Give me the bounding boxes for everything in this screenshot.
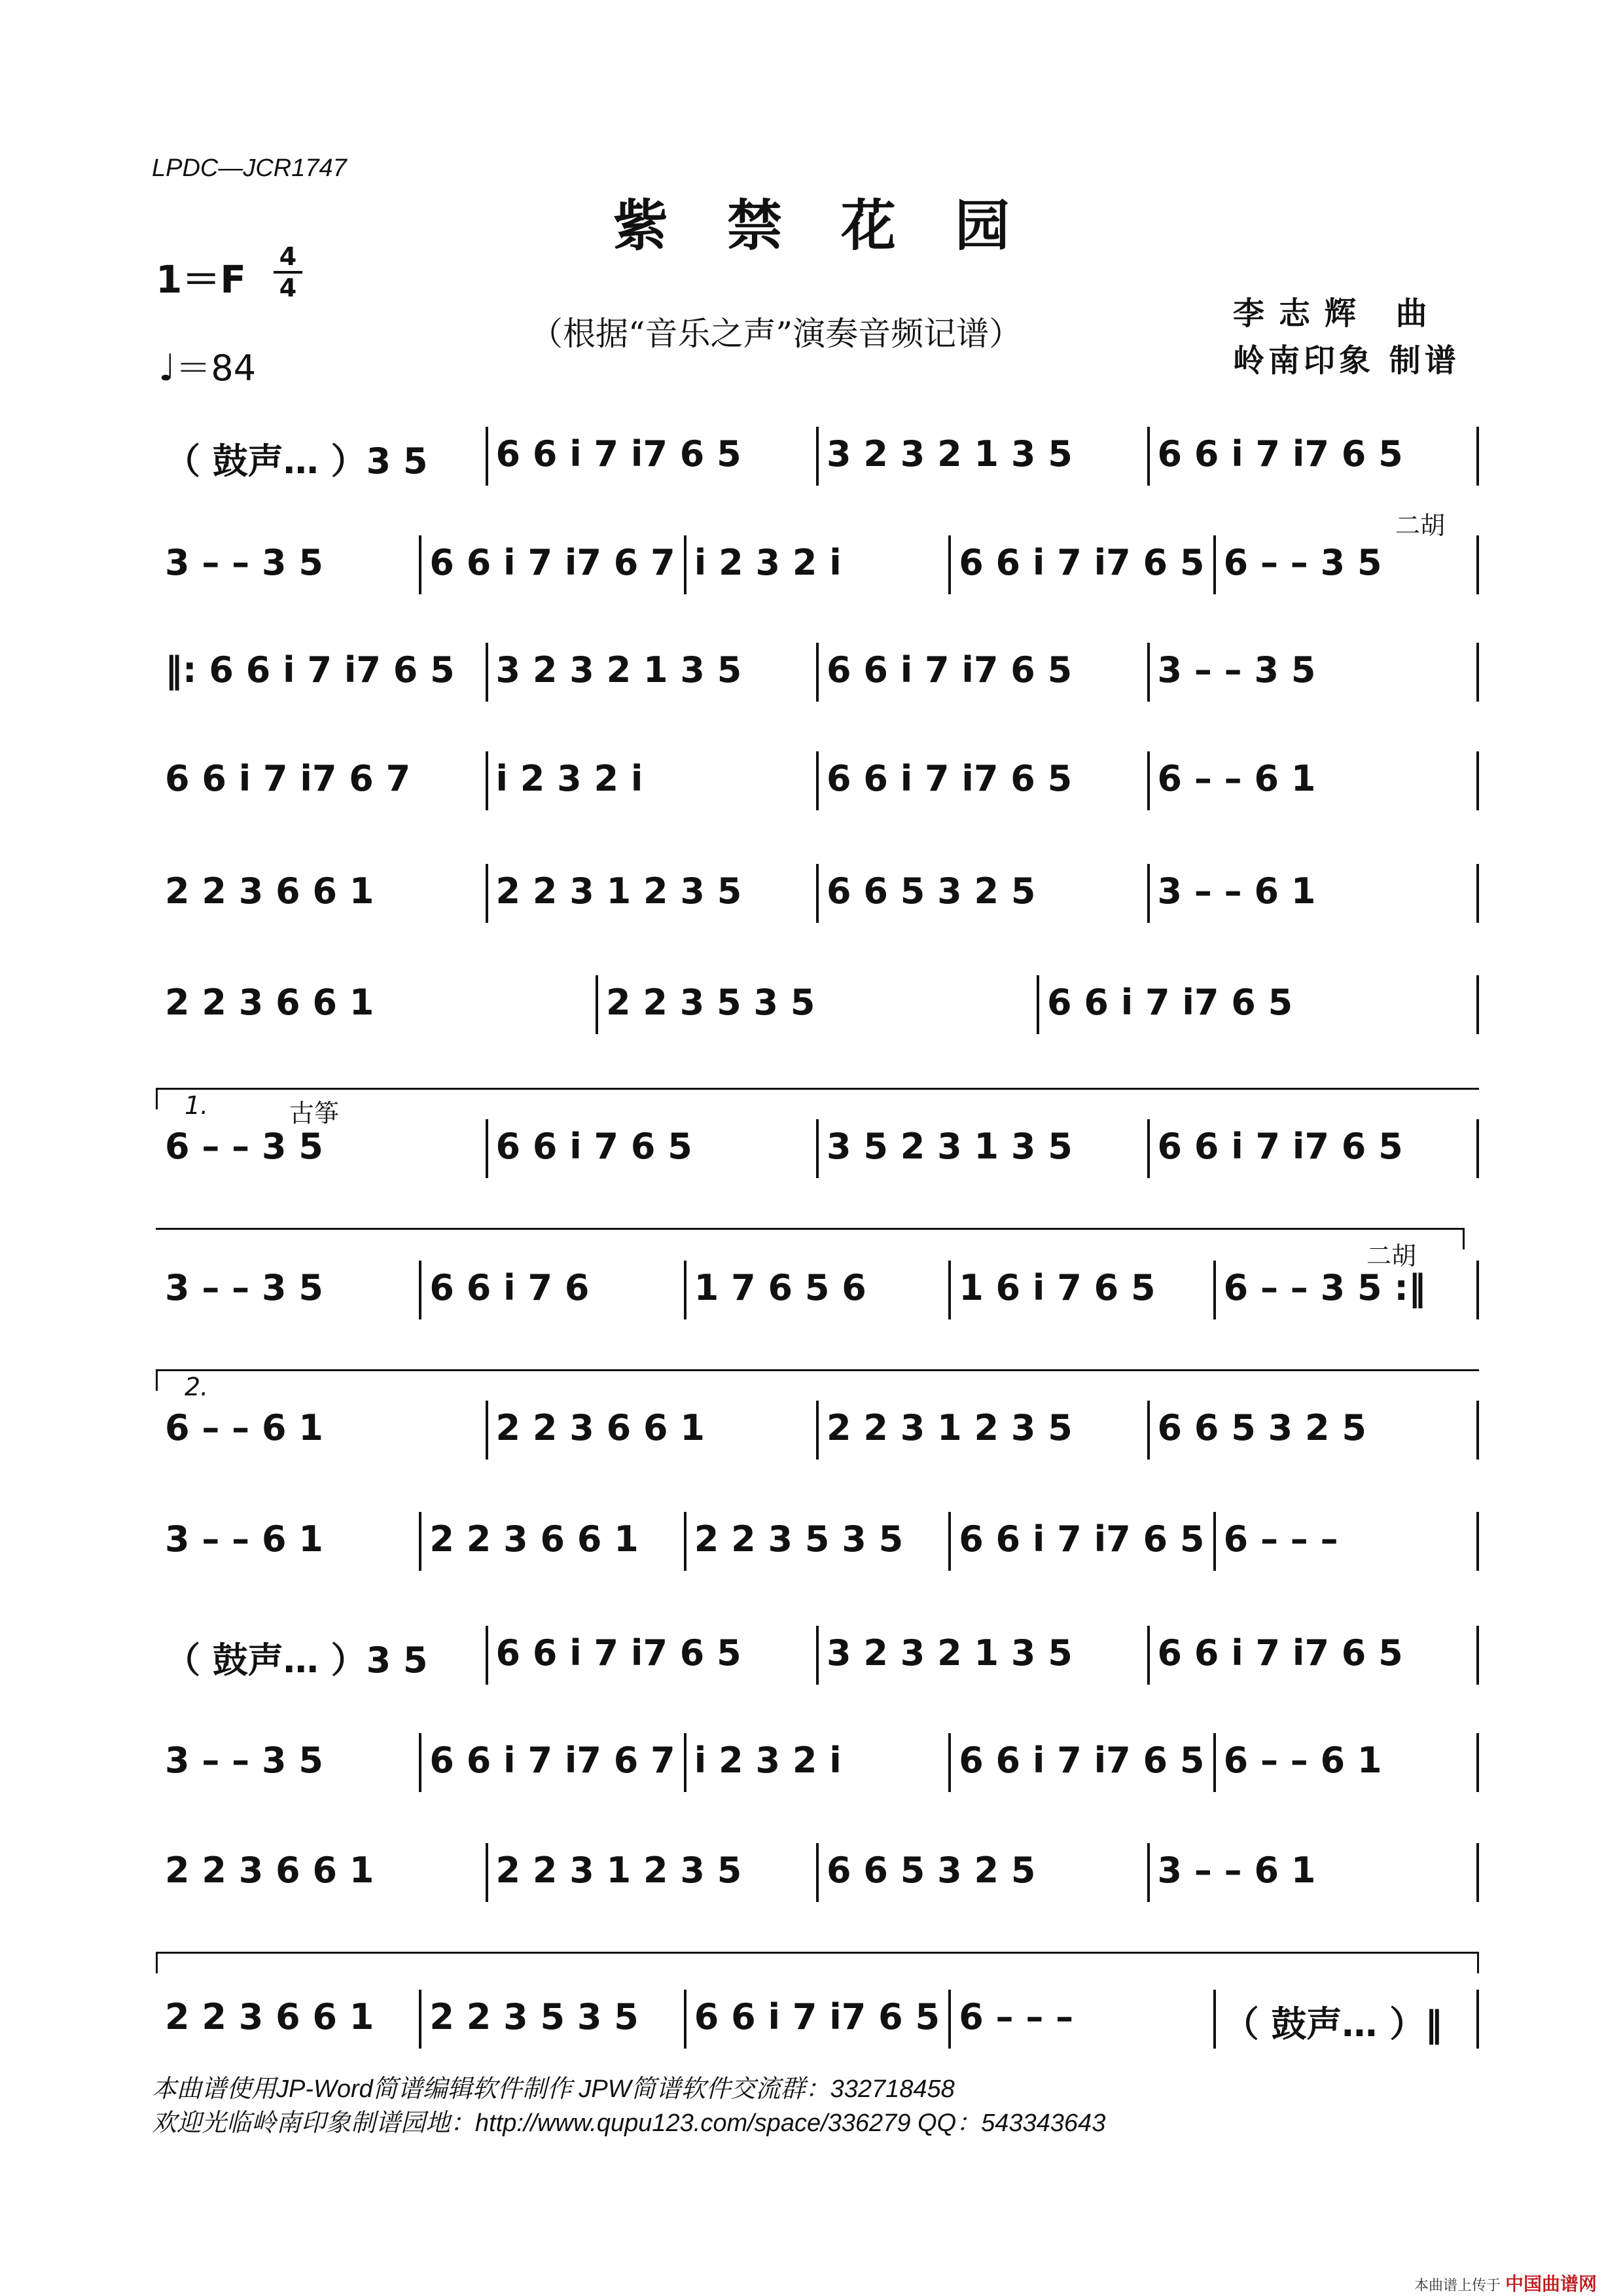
- bar-line: [1147, 427, 1150, 486]
- site-logo: 中国曲谱网: [1505, 2273, 1597, 2295]
- bar-line: [419, 1512, 421, 1571]
- bar-line: [486, 1843, 488, 1902]
- measure: 6 6 i 7 i7 6 5: [1047, 982, 1293, 1023]
- score-row: [156, 433, 1479, 486]
- measure: 3 – – 3 5: [165, 1740, 323, 1781]
- measure: （ 鼓声… ）3 5: [165, 440, 428, 482]
- bar-line: [419, 1733, 421, 1792]
- bar-line: [816, 643, 819, 702]
- bar-line: [684, 1512, 687, 1571]
- measure: 1 6 i 7 6 5: [959, 1267, 1156, 1308]
- measure: 3 – – 6 1: [165, 1518, 323, 1560]
- measure: 6 – – –: [1223, 1518, 1338, 1560]
- measure: 6 6 i 7 i7 6 7: [165, 758, 411, 799]
- measure: ‖: 6 6 i 7 i7 6 5: [165, 649, 455, 691]
- measure: 3 – – 6 1: [1157, 1850, 1316, 1891]
- bar-line: [1147, 751, 1150, 810]
- score-row: [156, 542, 1479, 594]
- bar-line: [1213, 1261, 1216, 1319]
- bar-line: [948, 1990, 951, 2049]
- volta-bracket-2: [156, 1369, 1479, 1401]
- measure: 6 6 i 7 i7 6 5: [495, 433, 741, 475]
- measure: 6 6 i 7 i7 6 5: [959, 1518, 1205, 1560]
- volta-left-edge-2: [156, 1371, 158, 1391]
- bar-line: [948, 1512, 951, 1571]
- measure: 1 7 6 5 6: [694, 1267, 866, 1308]
- bar-line: [1147, 1626, 1150, 1685]
- measure: 3 2 3 2 1 3 5: [827, 1632, 1073, 1674]
- bar-line: [948, 1733, 951, 1792]
- guzheng-label: 古筝: [289, 1099, 340, 1128]
- row-end-bar-line: [1476, 1626, 1479, 1685]
- measure: 6 6 i 7 i7 6 5: [1157, 1126, 1403, 1167]
- footer-software-note: 本曲谱使用JP-Word简谱编辑软件制作 JPW简谱软件交流群：332718458: [152, 2075, 955, 2103]
- row-end-bar-line: [1476, 427, 1479, 486]
- measure: 6 6 i 7 i7 6 5: [827, 649, 1073, 691]
- volta-bracket-1-end: [156, 1228, 1465, 1249]
- row-end-bar-line: [1476, 1990, 1479, 2049]
- measure: 6 6 5 3 2 5: [827, 1850, 1036, 1891]
- bar-line: [948, 535, 951, 594]
- measure: i 2 3 2 i: [694, 1740, 842, 1781]
- row-end-bar-line: [1476, 975, 1479, 1034]
- measure: 3 5 2 3 1 3 5: [827, 1126, 1073, 1167]
- score-row: [156, 1632, 1479, 1685]
- measure: （ 鼓声… ）3 5: [165, 1640, 428, 1681]
- score-row: [156, 870, 1479, 923]
- bar-line: [486, 643, 488, 702]
- row-end-bar-line: [1476, 1512, 1479, 1571]
- row-end-bar-line: [1476, 1119, 1479, 1178]
- bar-line: [948, 1261, 951, 1319]
- row-end-bar-line: [1476, 1401, 1479, 1460]
- measure: 6 6 i 7 i7 6 5: [827, 758, 1073, 799]
- bar-line: [1213, 535, 1216, 594]
- measure: 6 6 i 7 6: [429, 1267, 590, 1308]
- measure: 6 6 i 7 i7 6 5: [1157, 433, 1403, 475]
- volta-right-edge-3: [1477, 1954, 1479, 1973]
- meter-top: 4: [279, 242, 297, 271]
- measure: 3 – – 3 5: [1157, 649, 1316, 691]
- row-end-bar-line: [1476, 535, 1479, 594]
- measure: 6 6 i 7 i7 6 5: [495, 1632, 741, 1674]
- measure: 2 2 3 6 6 1: [165, 982, 374, 1023]
- measure: 2 2 3 1 2 3 5: [495, 1850, 742, 1891]
- measure: （ 鼓声… ）‖: [1223, 2003, 1443, 2045]
- bar-line: [1213, 1990, 1216, 2049]
- bar-line: [486, 1119, 488, 1178]
- meter-bottom: 4: [279, 274, 297, 302]
- arranger: 岭南印象 制谱: [1233, 342, 1460, 379]
- tempo-marking: [158, 340, 256, 391]
- row-end-bar-line: [1476, 1843, 1479, 1902]
- bar-line: [816, 864, 819, 923]
- bar-line: [684, 1990, 687, 2049]
- bar-line: [816, 427, 819, 486]
- score-row: [156, 1267, 1479, 1319]
- upload-credit-text: 本曲谱上传于: [1414, 2278, 1501, 2294]
- measure: 6 – – –: [959, 1996, 1074, 2037]
- upload-credit: [1414, 2270, 1597, 2296]
- measure: 2 2 3 6 6 1: [165, 870, 374, 912]
- composer: 李志辉 曲: [1233, 295, 1442, 332]
- bar-line: [596, 975, 598, 1034]
- measure: 3 – – 6 1: [1157, 870, 1316, 912]
- bar-line: [1147, 1401, 1150, 1460]
- time-signature: [274, 243, 302, 301]
- key-signature: 1＝F: [156, 257, 246, 302]
- measure: 2 2 3 6 6 1: [165, 1850, 374, 1891]
- measure: 3 – – 3 5: [165, 542, 323, 583]
- erhu-label-2: 二胡: [1366, 1242, 1417, 1270]
- volta-bracket-final: [156, 1952, 1479, 1973]
- bar-line: [1147, 1843, 1150, 1902]
- bar-line: [1147, 1119, 1150, 1178]
- measure: 3 2 3 2 1 3 5: [827, 433, 1073, 475]
- measure: 6 – – 3 5: [165, 1126, 323, 1167]
- bar-line: [1213, 1733, 1216, 1792]
- measure: i 2 3 2 i: [495, 758, 643, 799]
- bar-line: [816, 751, 819, 810]
- measure: 6 6 i 7 i7 6 5: [959, 542, 1205, 583]
- measure: 6 6 i 7 i7 6 7: [429, 542, 675, 583]
- measure: 2 2 3 5 3 5: [606, 982, 815, 1023]
- measure: 6 6 i 7 6 5: [495, 1126, 692, 1167]
- bar-line: [816, 1843, 819, 1902]
- bar-line: [684, 535, 687, 594]
- score-row: [156, 982, 1479, 1034]
- bar-line: [1037, 975, 1039, 1034]
- quarter-note-icon: ♩: [158, 347, 176, 389]
- measure: 2 2 3 6 6 1: [165, 1996, 374, 2037]
- measure: 2 2 3 6 6 1: [429, 1518, 639, 1560]
- bar-line: [684, 1261, 687, 1319]
- bar-line: [486, 1626, 488, 1685]
- page-title: 紫禁花园: [613, 193, 1069, 258]
- measure: 6 – – 6 1: [1223, 1740, 1382, 1781]
- volta-left-edge: [156, 1090, 158, 1109]
- score-row: [156, 1740, 1479, 1792]
- measure: 6 – – 6 1: [165, 1407, 323, 1448]
- bar-line: [816, 1401, 819, 1460]
- score-row: [156, 649, 1479, 702]
- score-row: [156, 1126, 1479, 1178]
- erhu-label: 二胡: [1395, 511, 1446, 540]
- bar-line: [816, 1119, 819, 1178]
- score-row: [156, 1850, 1479, 1902]
- measure: 3 2 3 2 1 3 5: [495, 649, 742, 691]
- row-end-bar-line: [1476, 864, 1479, 923]
- score-code: LPDC—JCR1747: [152, 154, 347, 182]
- volta-label-1: 1.: [185, 1091, 209, 1120]
- bar-line: [486, 1401, 488, 1460]
- score-row: [156, 1518, 1479, 1571]
- measure: 6 6 i 7 i7 6 5: [1157, 1632, 1403, 1674]
- measure: 2 2 3 5 3 5: [429, 1996, 639, 2037]
- measure: i 2 3 2 i: [694, 542, 842, 583]
- footer-website-note: 欢迎光临岭南印象制谱园地：http://www.qupu123.com/space/336279 QQ：543343643: [152, 2109, 1106, 2137]
- row-end-bar-line: [1476, 1261, 1479, 1319]
- measure: 6 6 5 3 2 5: [1157, 1407, 1366, 1448]
- bar-line: [1147, 643, 1150, 702]
- measure: 3 – – 3 5: [165, 1267, 323, 1308]
- volta-left-edge-3: [156, 1954, 158, 1973]
- volta-right-edge: [1463, 1230, 1465, 1249]
- score-row: [156, 1996, 1479, 2049]
- score-row: [156, 1407, 1479, 1460]
- bar-line: [1213, 1512, 1216, 1571]
- measure: 2 2 3 6 6 1: [495, 1407, 705, 1448]
- measure: 2 2 3 5 3 5: [694, 1518, 904, 1560]
- bar-line: [419, 1261, 421, 1319]
- measure: 6 6 5 3 2 5: [827, 870, 1036, 912]
- bar-line: [419, 1990, 421, 2049]
- measure: 2 2 3 1 2 3 5: [495, 870, 742, 912]
- bar-line: [1147, 864, 1150, 923]
- measure: 6 6 i 7 i7 6 7: [429, 1740, 675, 1781]
- row-end-bar-line: [1476, 1733, 1479, 1792]
- bar-line: [684, 1733, 687, 1792]
- row-end-bar-line: [1476, 643, 1479, 702]
- measure: 6 – – 3 5 :‖: [1223, 1267, 1426, 1308]
- bar-line: [816, 1626, 819, 1685]
- measure: 6 – – 6 1: [1157, 758, 1316, 799]
- score-row: [156, 758, 1479, 810]
- bar-line: [486, 427, 488, 486]
- subtitle: （根据“音乐之声”演奏音频记谱）: [530, 315, 1022, 353]
- volta-label-2: 2.: [185, 1372, 209, 1401]
- bar-line: [486, 864, 488, 923]
- row-end-bar-line: [1476, 751, 1479, 810]
- measure: 6 6 i 7 i7 6 5: [694, 1996, 940, 2037]
- tempo-value: ＝84: [175, 348, 257, 389]
- bar-line: [486, 751, 488, 810]
- measure: 2 2 3 1 2 3 5: [827, 1407, 1073, 1448]
- bar-line: [419, 535, 421, 594]
- measure: 6 6 i 7 i7 6 5: [959, 1740, 1205, 1781]
- measure: 6 – – 3 5: [1223, 542, 1382, 583]
